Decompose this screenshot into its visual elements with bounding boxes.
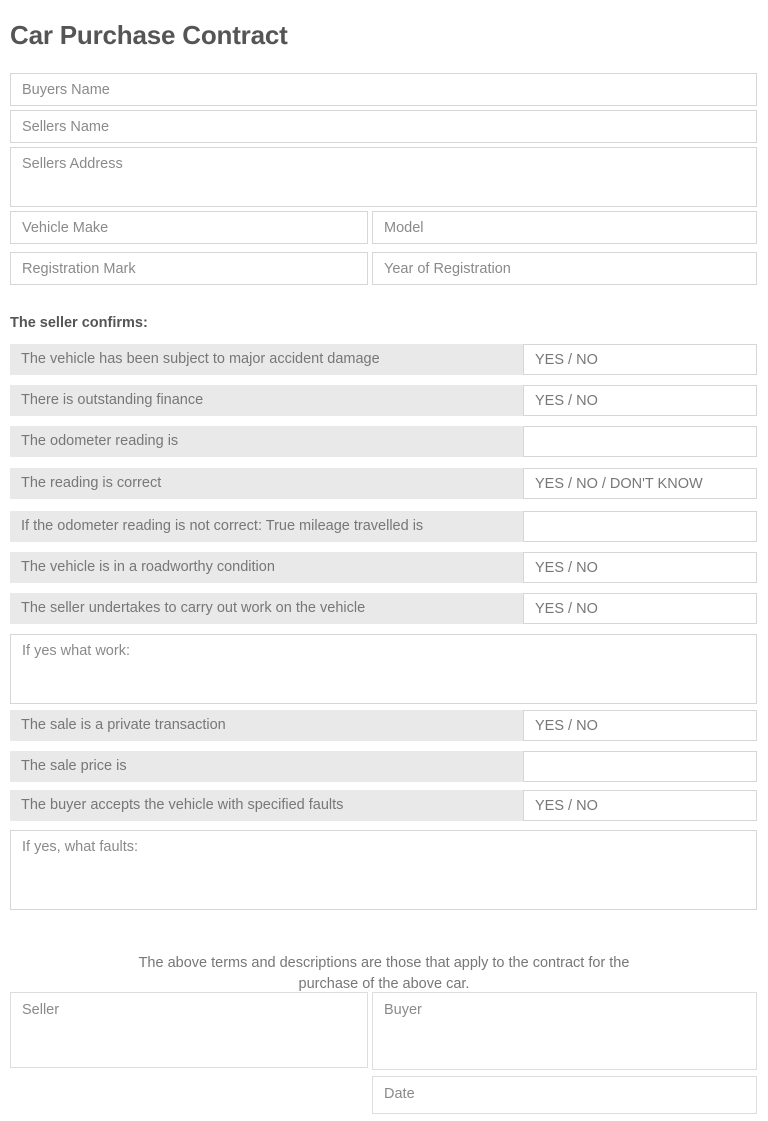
buyers-name-placeholder: Buyers Name [22, 82, 110, 98]
registration-mark-placeholder: Registration Mark [22, 261, 136, 277]
faults-details-textarea[interactable] [10, 830, 757, 910]
confirm-row-label: There is outstanding finance [10, 385, 523, 416]
date-placeholder: Date [384, 1086, 415, 1102]
confirm-row [10, 385, 757, 416]
registration-mark-input[interactable] [10, 252, 368, 285]
confirm-row-label: The seller undertakes to carry out work on the vehicle [10, 593, 523, 624]
confirm-row-label: The sale is a private transaction [10, 710, 523, 741]
seller-signature-field[interactable] [10, 992, 368, 1068]
model-input[interactable] [372, 211, 757, 244]
confirm-row-label: If the odometer reading is not correct: True mileage travelled is [10, 511, 523, 542]
confirm-row-label: The vehicle has been subject to major accident damage [10, 344, 523, 375]
sellers-name-placeholder: Sellers Name [22, 119, 110, 135]
confirm-row [10, 552, 757, 583]
seller-signature-placeholder: Seller [22, 1002, 60, 1018]
confirm-row-value[interactable] [523, 511, 757, 542]
seller-confirms-heading: The seller confirms: [10, 315, 148, 331]
confirm-row [10, 593, 757, 624]
confirm-row-value[interactable]: YES / NO [523, 344, 757, 375]
confirm-row-value[interactable]: YES / NO [523, 710, 757, 741]
confirm-row-label: The sale price is [10, 751, 523, 782]
confirm-row [10, 511, 757, 542]
buyer-signature-field[interactable] [372, 992, 757, 1070]
confirm-row [10, 468, 757, 499]
work-details-placeholder: If yes what work: [22, 643, 130, 659]
confirm-row-label: The reading is correct [10, 468, 523, 499]
confirm-row [10, 710, 757, 741]
page-title: Car Purchase Contract [10, 20, 288, 50]
confirm-row-value[interactable] [523, 751, 757, 782]
model-placeholder: Model [384, 220, 424, 236]
confirm-row-value[interactable]: YES / NO / DON'T KNOW [523, 468, 757, 499]
confirm-row-value[interactable] [523, 426, 757, 457]
buyer-signature-placeholder: Buyer [384, 1002, 422, 1018]
confirm-row-value[interactable]: YES / NO [523, 593, 757, 624]
sellers-address-input[interactable] [10, 147, 757, 207]
terms-statement: The above terms and descriptions are those that apply to the contract for the purchase of the above car. [138, 954, 630, 992]
sellers-name-input[interactable] [10, 110, 757, 143]
buyers-name-input[interactable] [10, 73, 757, 106]
confirm-row-label: The odometer reading is [10, 426, 523, 457]
confirm-row-value[interactable]: YES / NO [523, 552, 757, 583]
confirm-row-label: The buyer accepts the vehicle with specified faults [10, 790, 523, 821]
date-field[interactable] [372, 1076, 757, 1114]
work-details-textarea[interactable] [10, 634, 757, 704]
confirm-row [10, 751, 757, 782]
confirm-row [10, 344, 757, 375]
year-of-registration-placeholder: Year of Registration [384, 261, 511, 277]
confirm-row-label: The vehicle is in a roadworthy condition [10, 552, 523, 583]
confirm-row-value[interactable]: YES / NO [523, 385, 757, 416]
year-of-registration-input[interactable] [372, 252, 757, 285]
sellers-address-placeholder: Sellers Address [22, 156, 123, 172]
faults-details-placeholder: If yes, what faults: [22, 839, 139, 855]
confirm-row-value[interactable]: YES / NO [523, 790, 757, 821]
vehicle-make-placeholder: Vehicle Make [22, 220, 109, 236]
confirm-row [10, 790, 757, 821]
confirm-row [10, 426, 757, 457]
vehicle-make-input[interactable] [10, 211, 368, 244]
